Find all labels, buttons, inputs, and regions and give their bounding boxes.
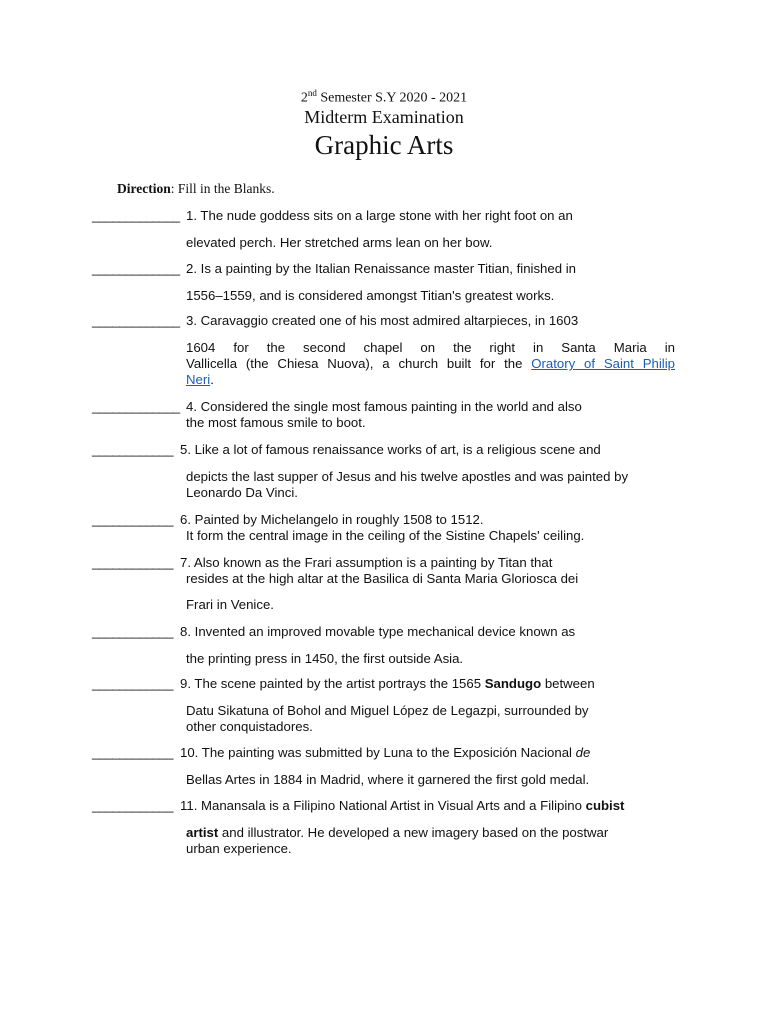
question-10-line-2: Bellas Artes in 1884 in Madrid, where it garnered the first gold medal. <box>186 772 590 787</box>
question-7-line-1: 7. Also known as the Frari assumption is a painting by Titan that <box>180 555 553 570</box>
question-9-text-start: 9. The scene painted by the artist portrays the 1565 <box>180 676 485 691</box>
question-2-line-1: 2. Is a painting by the Italian Renaissance master Titian, finished in <box>186 261 576 276</box>
answer-blank-4[interactable]: _____________ <box>92 399 180 414</box>
direction-label: Direction <box>117 181 171 196</box>
question-3-line-1: 3. Caravaggio created one of his most admired altarpieces, in 1603 <box>186 313 579 328</box>
question-9-line-1 <box>180 676 595 692</box>
question-11-text: 11. Manansala is a Filipino National Artist in Visual Arts and a Filipino <box>180 798 586 813</box>
question-4-line-1: 4. Considered the single most famous painting in the world and also <box>186 399 582 414</box>
question-8-line-2: the printing press in 1450, the first outside Asia. <box>186 651 464 666</box>
subject-title: Graphic Arts <box>314 130 454 160</box>
question-1-line-2: elevated perch. Her stretched arms lean on her bow. <box>186 235 493 250</box>
question-1-line-1: 1. The nude goddess sits on a large stone with her right foot on an <box>186 208 573 223</box>
question-10-line-1 <box>180 745 590 761</box>
answer-blank-5[interactable]: ____________ <box>92 442 173 457</box>
artist-term: artist <box>186 825 219 840</box>
question-3-line-3-text: Vallicella (the Chiesa Nuova), a church built for the <box>186 356 532 371</box>
question-11-line-1 <box>180 798 624 814</box>
question-6-line-1: 6. Painted by Michelangelo in roughly 1508 to 1512. <box>180 512 484 527</box>
direction-line <box>117 181 275 197</box>
question-2-line-2: 1556–1559, and is considered amongst Titian's greatest works. <box>186 288 555 303</box>
question-11-line-2 <box>186 825 608 841</box>
question-9-text-end: between <box>541 676 595 691</box>
question-9-line-2: Datu Sikatuna of Bohol and Miguel López de Legazpi, surrounded by <box>186 703 589 718</box>
question-11-line-3: urban experience. <box>186 841 292 856</box>
question-7-line-2: resides at the high altar at the Basilica di Santa Maria Gloriosca dei <box>186 571 579 586</box>
sandugo-term: Sandugo <box>484 676 542 691</box>
answer-blank-10[interactable]: ____________ <box>92 745 173 760</box>
question-5-line-1: 5. Like a lot of famous renaissance works of art, is a religious scene and <box>180 442 601 457</box>
question-5-line-2: depicts the last supper of Jesus and his twelve apostles and was painted by <box>186 469 629 484</box>
question-8-line-1: 8. Invented an improved movable type mechanical device known as <box>180 624 576 639</box>
answer-blank-8[interactable]: ____________ <box>92 624 173 639</box>
question-7-line-3: Frari in Venice. <box>186 597 274 612</box>
cubist-term: cubist <box>585 798 625 813</box>
answer-blank-1[interactable]: _____________ <box>92 208 180 223</box>
question-3-line-4 <box>186 372 214 388</box>
question-9-line-3: other conquistadores. <box>186 719 313 734</box>
answer-blank-7[interactable]: ____________ <box>92 555 173 570</box>
question-11-line-2-text: and illustrator. He developed a new imagery based on the postwar <box>218 825 609 840</box>
semester-line <box>0 88 768 107</box>
question-3-line-3 <box>186 356 675 372</box>
oratory-link[interactable]: Oratory of Saint Philip <box>531 356 675 371</box>
question-5-line-3: Leonardo Da Vinci. <box>186 485 298 500</box>
question-3-line-2: 1604 for the second chapel on the right in Santa Maria in <box>186 340 675 355</box>
oratory-link-continued[interactable]: Neri <box>186 372 211 387</box>
exam-title: Midterm Examination <box>304 107 464 127</box>
semester-ordinal-suffix: nd <box>307 88 317 98</box>
question-3-period: . <box>210 372 214 387</box>
direction-text: : Fill in the Blanks. <box>170 181 275 196</box>
answer-blank-11[interactable]: ____________ <box>92 798 173 813</box>
semester-text: Semester S.Y 2020 - 2021 <box>316 90 468 106</box>
answer-blank-3[interactable]: _____________ <box>92 313 180 328</box>
question-10-italic: de <box>575 745 591 760</box>
answer-blank-9[interactable]: ____________ <box>92 676 173 691</box>
answer-blank-6[interactable]: ____________ <box>92 512 173 527</box>
question-6-line-2: It form the central image in the ceiling of the Sistine Chapels' ceiling. <box>186 528 585 543</box>
answer-blank-2[interactable]: _____________ <box>92 261 180 276</box>
semester-ordinal: 2 <box>300 90 308 106</box>
question-4-line-2: the most famous smile to boot. <box>186 415 366 430</box>
question-10-text: 10. The painting was submitted by Luna to the Exposición Nacional <box>180 745 576 760</box>
